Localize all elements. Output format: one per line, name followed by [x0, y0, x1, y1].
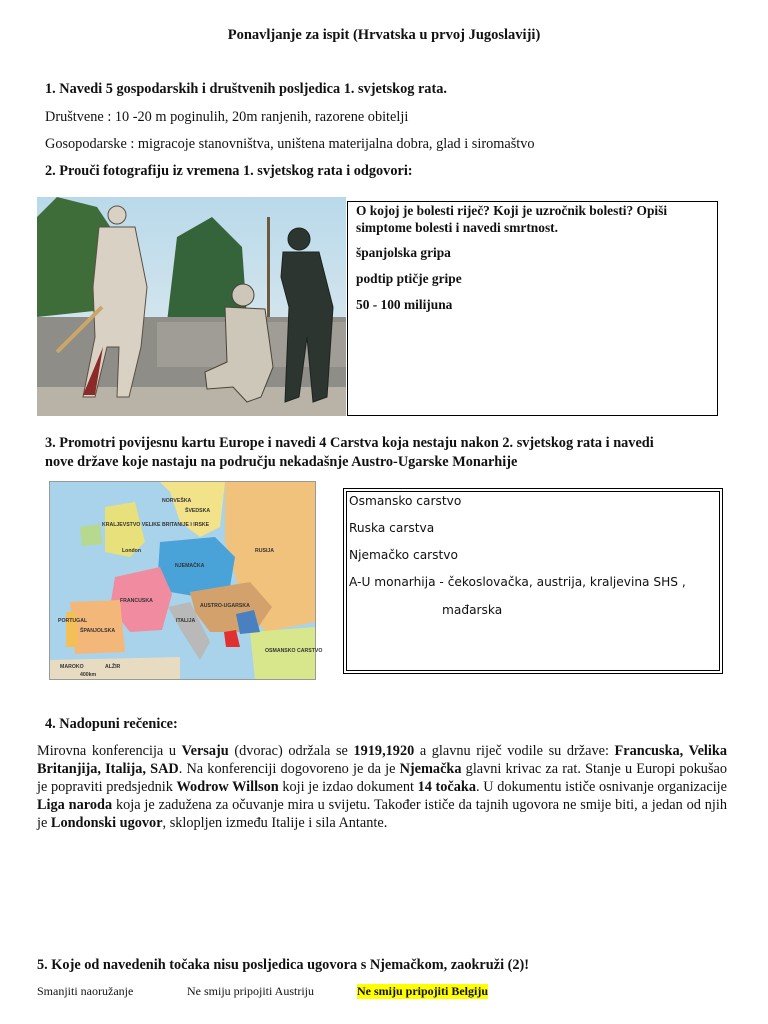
q4-text-8: koja je zadužena za očuvanje mira u svijetu. Također ističe da tajnih ugovora ne smije biti, a jedan od njih je — [37, 797, 727, 831]
q4-text-4: . Na konferenciji dogovoreno je da je — [178, 761, 400, 777]
q5-heading: 5. Koje od navedenih točaka nisu posljedica ugovora s Njemačkom, zaokruži (2)! — [37, 957, 530, 973]
map-label-norway: NORVEŠKA — [162, 498, 192, 504]
page-title: Ponavljanje za ispit (Hrvatska u prvoj Jugoslaviji) — [227, 27, 541, 43]
map-label-london: London — [122, 548, 142, 554]
q4-heading: 4. Nadopuni rečenice: — [45, 716, 178, 732]
map-label-italy: ITALIJA — [176, 618, 196, 624]
q4-text-3: a glavnu riječ vodile su države: — [414, 743, 615, 759]
q2-heading: 2. Prouči fotografiju iz vremena 1. svjetskog rata i odgovori: — [45, 163, 413, 179]
q1-line-economic: Gosopodarske : migracoje stanovništva, uništena materijalna dobra, glad i siromaštvo — [45, 136, 535, 152]
map-label-russia: RUSIJA — [255, 548, 275, 554]
q4-text-9: , sklopljen između Italije i sila Antante. — [162, 815, 388, 831]
map-label-algeria: ALŽIR — [105, 664, 121, 670]
q4-paragraph — [37, 742, 727, 832]
q3-answer-empire-4: A-U monarhija - čekoslovačka, austrija, kraljevina SHS , — [349, 575, 686, 589]
q1-heading: 1. Navedi 5 gospodarskih i društvenih posljedica 1. svjetskog rata. — [45, 81, 447, 97]
map-label-spain: ŠPANJOLSKA — [80, 628, 116, 634]
q4-answer-league: Liga naroda — [37, 797, 113, 813]
europe-map — [49, 481, 323, 680]
q4-answer-versaju: Versaju — [181, 743, 229, 759]
q5-option-1: Smanjiti naoružanje — [37, 984, 134, 998]
map-label-portugal: PORTUGAL — [58, 618, 88, 624]
q4-answer-germany: Njemačka — [399, 761, 462, 777]
map-label-morocco: MAROKO — [60, 664, 84, 670]
ireland-region — [80, 524, 102, 546]
q2-question: O kojoj je bolesti riječ? Koji je uzročnik bolesti? Opiši simptome bolesti i navedi smrtnost. — [356, 203, 668, 235]
q3-heading-line1: 3. Promotri povijesnu kartu Europe i navedi 4 Carstva koja nestaju nakon 2. svjetskog rata i navedi — [45, 435, 654, 451]
q2-answer-disease: španjolska gripa — [356, 245, 451, 260]
map-label-sweden: ŠVEDSKA — [185, 508, 211, 514]
q2-answer-mortality: 50 - 100 milijuna — [356, 297, 453, 312]
q4-text-5: glavni krivac za rat. Stanje u Europi pokušao je popraviti predsjednik — [37, 761, 727, 795]
q3-answer-empire-2: Ruska carstva — [349, 521, 435, 535]
q3-answer-empire-4-cont: mađarska — [442, 603, 503, 617]
baseball-photo — [37, 197, 346, 416]
map-label-uk: KRALJEVSTVO VELIKE BRITANIJE I IRSKE — [102, 522, 210, 528]
map-label-france: FRANCUSKA — [120, 598, 153, 604]
q4-text-1: Mirovna konferencija u — [37, 743, 182, 759]
q4-answer-years: 1919,1920 — [353, 743, 415, 759]
q3-heading-line2: nove države koje nastaju na području nekadašnje Austro-Ugarske Monarhije — [45, 454, 518, 470]
q3-answer-box — [343, 488, 723, 674]
q4-text-7: . U dokumentu ističe osnivanje organizacije — [476, 779, 727, 795]
q2-answer-cause: podtip ptičje gripe — [356, 271, 462, 286]
q4-answer-london-treaty: Londonski ugovor — [50, 815, 163, 831]
q2-answer-box — [347, 201, 718, 416]
q3-answer-empire-3: Njemačko carstvo — [349, 548, 458, 562]
q3-answer-empire-1: Osmansko carstvo — [349, 494, 462, 508]
map-scale-label: 400km — [80, 672, 97, 678]
map-label-ottoman: OSMANSKO CARSTVO — [265, 648, 323, 654]
q4-answer-wilson: Wodrow Willson — [176, 779, 279, 795]
q5-option-2: Ne smiju pripojiti Austriju — [187, 984, 315, 998]
q4-answer-14-points: 14 točaka — [417, 779, 477, 795]
q4-answer-countries: Francuska, Velika Britanjija, Italija, SAD — [37, 743, 727, 777]
q5-option-3-highlighted: Ne smiju pripojiti Belgiju — [357, 984, 488, 998]
q4-text-2: (dvorac) održala se — [228, 743, 354, 759]
map-label-germany: NJEMAČKA — [175, 563, 205, 569]
spain-region — [70, 600, 125, 654]
q4-text-6: koji je izdao dokument — [278, 779, 418, 795]
q1-line-social: Društvene : 10 -20 m poginulih, 20m ranjenih, razorene obitelji — [45, 109, 409, 125]
map-label-austria-hungary: AUSTRO-UGARSKA — [200, 603, 250, 609]
